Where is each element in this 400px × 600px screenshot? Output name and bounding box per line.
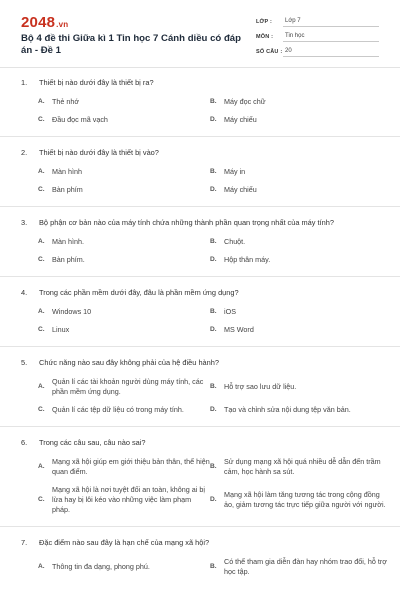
answer-option[interactable] xyxy=(210,97,390,107)
question-text: Thiết bị nào dưới đây là thiết bị vào? xyxy=(39,148,159,157)
question-text: Chức năng nào sau đây không phải của hệ điều hành? xyxy=(39,358,219,367)
option-letter: D. xyxy=(210,326,217,333)
option-letter: D. xyxy=(210,256,217,263)
answer-option[interactable] xyxy=(38,405,210,415)
answer-option[interactable] xyxy=(210,557,390,577)
option-text: Máy in xyxy=(224,167,246,176)
answer-option[interactable] xyxy=(38,115,210,125)
meta-label: LỚP : xyxy=(256,19,272,25)
header-divider xyxy=(0,67,400,68)
option-letter: A. xyxy=(38,168,45,175)
answer-option[interactable] xyxy=(210,255,390,265)
option-letter: B. xyxy=(210,563,217,570)
question-number: 7. xyxy=(21,538,28,547)
option-letter: C. xyxy=(38,256,45,263)
question-text: Bộ phận cơ bản nào của máy tính chứa những thành phần quan trọng nhất của máy tính? xyxy=(39,218,334,227)
question-2 xyxy=(0,148,400,207)
option-letter: B. xyxy=(210,238,217,245)
option-letter: C. xyxy=(38,496,45,503)
option-letter: A. xyxy=(38,98,45,105)
question-text: Trong các phần mềm dưới đây, đâu là phần mềm ứng dụng? xyxy=(39,288,239,297)
option-text: Mạng xã hội làm tăng tương tác trong cộng đồng ảo, giảm tương tác trực tiếp giữa người với người. xyxy=(224,490,386,509)
question-divider xyxy=(0,276,400,277)
logo-suffix: .vn xyxy=(56,20,69,29)
option-letter: A. xyxy=(38,563,45,570)
question-text: Thiết bị nào dưới đây là thiết bị ra? xyxy=(39,78,154,87)
answer-option[interactable] xyxy=(38,377,210,397)
meta-label: SỐ CÂU : xyxy=(256,49,283,55)
option-letter: B. xyxy=(210,463,217,470)
question-7 xyxy=(0,538,400,577)
meta-row-class xyxy=(256,14,379,27)
option-text: Quản lí các tài khoản người dùng máy tính, các phần mềm ứng dụng. xyxy=(52,377,204,396)
option-text: Màn hình. xyxy=(52,237,84,246)
question-divider xyxy=(0,526,400,527)
answer-option[interactable] xyxy=(210,457,390,477)
answer-option[interactable] xyxy=(38,307,210,317)
answer-option[interactable] xyxy=(38,255,210,265)
option-text: Chuột. xyxy=(224,237,246,246)
option-text: MS Word xyxy=(224,325,254,334)
question-text: Trong các câu sau, câu nào sai? xyxy=(39,438,146,447)
answer-option[interactable] xyxy=(210,115,390,125)
meta-value: Tin học xyxy=(283,33,379,42)
question-3 xyxy=(0,218,400,277)
question-divider xyxy=(0,346,400,347)
answer-option[interactable] xyxy=(38,485,210,515)
option-letter: B. xyxy=(210,383,217,390)
option-text: Windows 10 xyxy=(52,307,92,316)
header xyxy=(0,0,400,64)
option-text: Mạng xã hội là nơi tuyệt đối an toàn, không ai bị lừa hay bị lôi kéo vào những việc làm phạm pháp. xyxy=(52,485,205,514)
question-text: Đặc điểm nào sau đây là hạn chế của mạng xã hội? xyxy=(39,538,210,547)
answer-option[interactable] xyxy=(38,457,210,477)
answer-option[interactable] xyxy=(38,167,210,177)
question-4 xyxy=(0,288,400,347)
answer-option[interactable] xyxy=(210,377,390,397)
answer-option[interactable] xyxy=(38,325,210,335)
answer-option[interactable] xyxy=(38,97,210,107)
question-divider xyxy=(0,136,400,137)
meta-row-count xyxy=(256,44,379,57)
option-letter: C. xyxy=(38,406,45,413)
option-letter: D. xyxy=(210,406,217,413)
option-letter: B. xyxy=(210,308,217,315)
document-title: Bộ 4 đề thi Giữa kì 1 Tin học 7 Cánh diều có đáp án - Đề 1 xyxy=(21,33,242,56)
option-text: Bàn phím. xyxy=(52,255,85,264)
option-letter: C. xyxy=(38,186,45,193)
option-letter: A. xyxy=(38,383,45,390)
option-letter: A. xyxy=(38,308,45,315)
answer-option[interactable] xyxy=(210,237,390,247)
answer-option[interactable] xyxy=(210,307,390,317)
option-letter: C. xyxy=(38,116,45,123)
meta-value: 20 xyxy=(283,48,379,57)
site-logo[interactable] xyxy=(21,14,68,31)
answer-option[interactable] xyxy=(210,185,390,195)
option-text: Sử dụng mạng xã hội quá nhiều dễ dẫn đến trầm cảm, học hành sa sút. xyxy=(224,457,381,476)
meta-value: Lớp 7 xyxy=(283,18,379,27)
option-letter: B. xyxy=(210,98,217,105)
option-text: Có thể tham gia diễn đàn hay nhóm trao đổi, hỗ trợ học tập. xyxy=(224,557,387,576)
question-6 xyxy=(0,438,400,527)
question-divider xyxy=(0,426,400,427)
question-1 xyxy=(0,78,400,137)
question-number: 5. xyxy=(21,358,28,367)
question-number: 6. xyxy=(21,438,28,447)
exam-meta xyxy=(256,14,379,59)
option-text: Hỗ trợ sao lưu dữ liệu. xyxy=(224,382,297,391)
option-text: Mạng xã hội giúp em giới thiệu bản thân, thể hiện quan điểm. xyxy=(52,457,210,476)
option-text: Đầu đọc mã vạch xyxy=(52,115,108,124)
logo-main: 2048 xyxy=(21,14,56,31)
answer-option[interactable] xyxy=(38,557,210,577)
option-text: Linux xyxy=(52,325,70,334)
option-text: iOS xyxy=(224,307,236,316)
answer-option[interactable] xyxy=(210,325,390,335)
question-divider xyxy=(0,206,400,207)
option-text: Tạo và chỉnh sửa nội dung tệp văn bản. xyxy=(224,405,351,414)
question-number: 1. xyxy=(21,78,28,87)
option-letter: B. xyxy=(210,168,217,175)
option-letter: C. xyxy=(38,326,45,333)
option-text: Bàn phím xyxy=(52,185,83,194)
option-letter: D. xyxy=(210,186,217,193)
option-text: Màn hình xyxy=(52,167,82,176)
option-text: Thẻ nhớ xyxy=(52,97,80,106)
option-text: Máy chiếu xyxy=(224,185,257,194)
option-text: Thông tin đa dạng, phong phú. xyxy=(52,562,150,571)
question-number: 2. xyxy=(21,148,28,157)
question-5 xyxy=(0,358,400,427)
option-text: Hộp thân máy. xyxy=(224,255,271,264)
option-letter: A. xyxy=(38,463,45,470)
answer-option[interactable] xyxy=(38,185,210,195)
question-number: 4. xyxy=(21,288,28,297)
question-number: 3. xyxy=(21,218,28,227)
meta-label: MÔN : xyxy=(256,34,274,40)
answer-option[interactable] xyxy=(210,405,390,415)
option-text: Máy đọc chữ xyxy=(224,97,266,106)
option-letter: D. xyxy=(210,496,217,503)
option-text: Máy chiếu xyxy=(224,115,257,124)
meta-row-subject xyxy=(256,29,379,42)
question-list xyxy=(0,78,400,588)
answer-option[interactable] xyxy=(210,167,390,177)
answer-option[interactable] xyxy=(38,237,210,247)
option-text: Quản lí các tệp dữ liệu có trong máy tính. xyxy=(52,405,184,414)
option-letter: D. xyxy=(210,116,217,123)
option-letter: A. xyxy=(38,238,45,245)
answer-option[interactable] xyxy=(210,485,390,515)
